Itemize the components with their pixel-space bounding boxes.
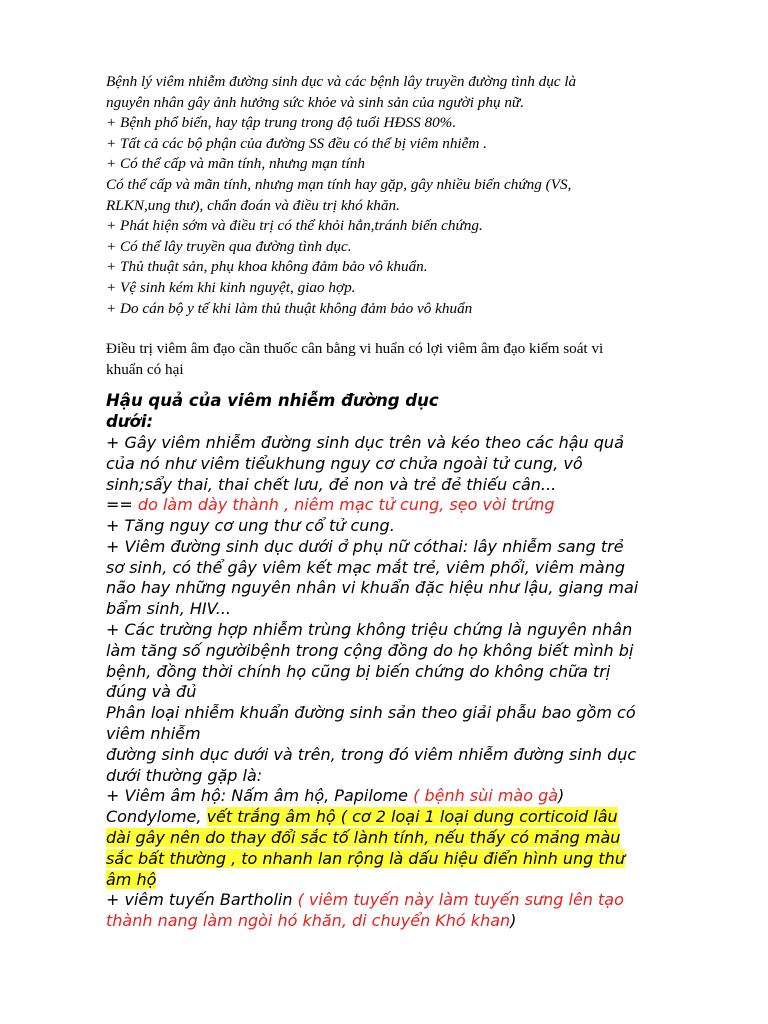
- text-line: khuẩn có hại: [106, 360, 184, 378]
- text-prefix: Condylome,: [106, 807, 207, 827]
- treatment-paragraph: [106, 339, 706, 380]
- text-prefix: ==: [106, 495, 138, 515]
- text-prefix: + viêm tuyến Bartholin: [106, 890, 298, 910]
- highlighted-text: vết trắng âm hộ ( cơ 2 loại 1 loại dung corticoid lâu: [206, 807, 618, 827]
- text-line: [106, 911, 706, 932]
- text-line: RLKN,ung thư), chẩn đoán và điều trị khó khăn.: [106, 196, 400, 214]
- text-line: + Do cán bộ y tế khi làm thủ thuật không đảm bảo vô khuẩn: [106, 299, 473, 317]
- section-heading: Hậu quả của viêm nhiễm đường dục: [106, 391, 439, 411]
- text-line: + Tăng nguy cơ ung thư cổ tử cung.: [106, 516, 395, 536]
- text-line: của nó như viêm tiểukhung nguy cơ chửa ngoài tử cung, vô: [106, 453, 583, 473]
- text-line: [106, 495, 706, 516]
- text-line: bẩm sinh, HIV...: [106, 599, 231, 619]
- text-line: [106, 807, 706, 828]
- intro-block: [106, 72, 706, 319]
- highlighted-text: sắc bất thường , to nhanh lan rộng là dấu hiệu điển hình ung thư: [106, 848, 625, 868]
- text-line: Điều trị viêm âm đạo cần thuốc cân bằng vi huẩn có lợi viêm âm đạo kiểm soát vi: [106, 340, 604, 358]
- document-page: [106, 72, 706, 932]
- text-line: + Tất cả các bộ phận của đường SS đều có thể bị viêm nhiễm .: [106, 134, 487, 152]
- text-line: + Phát hiện sớm và điều trị có thể khỏi hẳn,tránh biến chứng.: [106, 217, 483, 235]
- text-prefix: + Viêm âm hộ: Nấm âm hộ, Papilome: [106, 786, 414, 806]
- text-line: làm tăng số ngườibệnh trong cộng đồng do họ không biết mình bị: [106, 640, 634, 660]
- text-line: Bệnh lý viêm nhiễm đường sinh dục và các bệnh lây truyền đường tình dục là: [106, 73, 577, 90]
- text-line: [106, 890, 706, 911]
- text-line: + Viêm đường sinh dục dưới ở phụ nữ cóthai: lây nhiễm sang trẻ: [106, 536, 624, 556]
- text-line: sinh;sẩy thai, thai chết lưu, đẻ non và trẻ đẻ thiếu cân...: [106, 474, 557, 494]
- text-line: não hay những nguyên nhân vi khuẩn đặc hiệu như lậu, giang mai: [106, 578, 639, 598]
- text-line: [106, 849, 706, 870]
- red-annotation: ( viêm tuyến này làm tuyến sưng lên tạo: [297, 890, 624, 910]
- text-line: + Bệnh phổ biến, hay tập trung trong độ tuổi HĐSS 80%.: [106, 114, 457, 132]
- text-line: + Có thể cấp và mãn tính, nhưng mạn tính: [106, 155, 365, 173]
- text-line: Phân loại nhiễm khuẩn đường sinh sản theo giải phẫu bao gồm có: [106, 703, 636, 723]
- text-line: Có thể cấp và mãn tính, nhưng mạn tính hay gặp, gây nhiều biến chứng (VS,: [106, 175, 572, 193]
- red-annotation: thành nang làm ngòi hó khăn, di chuyển Khó khan: [106, 911, 511, 931]
- text-line: viêm nhiễm: [106, 724, 201, 744]
- text-line: đường sinh dục dưới và trên, trong đó viêm nhiễm đường sinh dục: [106, 744, 637, 764]
- text-line: bệnh, đồng thời chính họ cũng bị biến chứng do không chữa trị: [106, 661, 611, 681]
- consequences-section: [106, 391, 706, 932]
- text-line: [106, 786, 706, 807]
- text-suffix: ): [558, 786, 565, 806]
- text-line: + Có thể lây truyền qua đường tình dục.: [106, 237, 352, 255]
- red-annotation: ( bệnh sùi mào gà: [413, 786, 559, 806]
- text-line: + Vệ sinh kém khi kinh nguyệt, giao hợp.: [106, 278, 356, 296]
- text-line: sơ sinh, có thể gây viêm kết mạc mắt trẻ, viêm phổi, viêm màng: [106, 557, 626, 577]
- text-suffix: ): [510, 911, 517, 931]
- text-line: nguyên nhân gây ảnh hưởng sức khỏe và sinh sản của người phụ nữ.: [106, 93, 525, 111]
- text-line: dưới thường gặp là:: [106, 765, 263, 785]
- text-line: + Gây viêm nhiễm đường sinh dục trên và kéo theo các hậu quả: [106, 432, 624, 452]
- section-heading: dưới:: [106, 412, 154, 432]
- text-line: đúng và đủ: [106, 682, 197, 702]
- text-line: + Các trường hợp nhiễm trùng không triệu chứng là nguyên nhân: [106, 620, 633, 640]
- highlighted-text: âm hộ: [106, 869, 157, 889]
- highlighted-text: dài gây nên do thay đổi sắc tố lành tính, nếu thấy có mảng màu: [106, 828, 621, 848]
- text-line: + Thủ thuật sản, phụ khoa không đảm bảo vô khuẩn.: [106, 258, 428, 276]
- text-line: [106, 828, 706, 849]
- red-annotation: do làm dày thành , niêm mạc tử cung, sẹo vòi trứng: [137, 495, 555, 515]
- text-line: [106, 870, 706, 891]
